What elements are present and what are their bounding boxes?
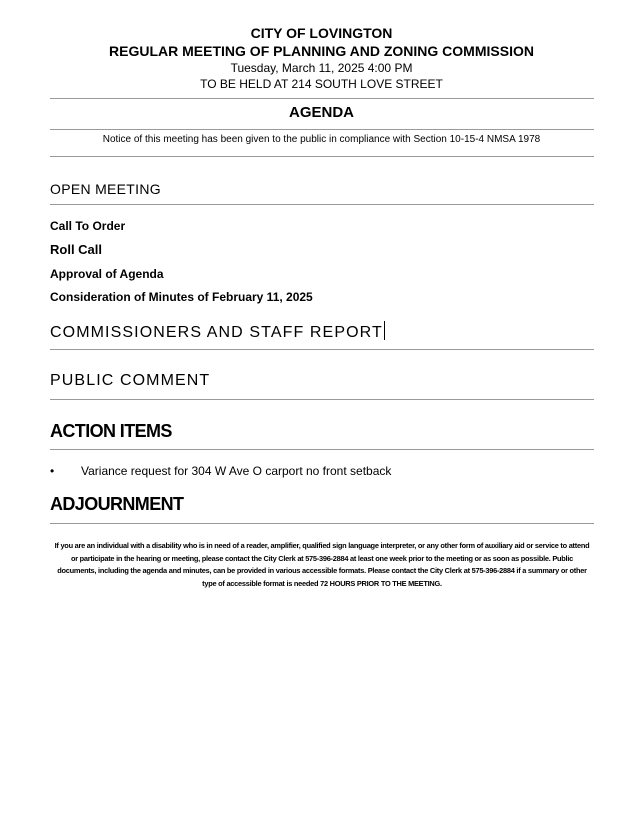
section-public-comment: PUBLIC COMMENT — [50, 372, 211, 389]
text-cursor — [384, 321, 385, 340]
section-adjournment: ADJOURNMENT — [50, 494, 184, 514]
divider — [50, 156, 594, 157]
meeting-location: TO BE HELD AT 214 SOUTH LOVE STREET — [200, 77, 443, 91]
divider — [50, 449, 594, 450]
divider — [50, 399, 594, 400]
action-item-text: Variance request for 304 W Ave O carport no front setback — [81, 464, 392, 478]
section-open-meeting: OPEN MEETING — [50, 181, 161, 197]
divider — [50, 129, 594, 130]
bullet-marker: • — [50, 464, 55, 478]
section-commissioners-report — [50, 321, 385, 342]
agenda-item-roll-call: Roll Call — [50, 242, 103, 257]
divider — [50, 204, 594, 205]
meeting-datetime: Tuesday, March 11, 2025 4:00 PM — [230, 61, 413, 75]
list-item — [50, 464, 391, 478]
public-notice: Notice of this meeting has been given to the public in compliance with Section 10-15-4 NMSA 1978 — [102, 134, 541, 145]
agenda-title: AGENDA — [288, 104, 354, 121]
agenda-item-call-to-order: Call To Order — [50, 219, 126, 233]
city-title: CITY OF LOVINGTON — [250, 25, 393, 41]
accessibility-disclaimer: If you are an individual with a disability who is in need of a reader, amplifier, qualified sign language interpreter, or any other form of auxiliary aid or service to attend or participate in the hearing or meeting, please contact the City Clerk at 575-396-2884 at least one week prior to the meeting or as soon as possible. Public documents, including the agenda and minutes, can be provided in various accessible formats. Please contact the City Clerk at 575-396-2884 if a summary or other type of accessible format is needed 72 HOURS PRIOR TO THE MEETING. — [54, 541, 590, 588]
divider — [50, 98, 594, 99]
divider — [50, 523, 594, 524]
agenda-item-approval: Approval of Agenda — [50, 267, 164, 281]
agenda-item-minutes: Consideration of Minutes of February 11, 2025 — [50, 290, 313, 304]
section-commissioners-label: COMMISSIONERS AND STAFF REPORT — [50, 324, 383, 341]
divider — [50, 349, 594, 350]
meeting-title: REGULAR MEETING OF PLANNING AND ZONING COMMISSION — [109, 43, 534, 59]
section-action-items: ACTION ITEMS — [50, 421, 172, 441]
